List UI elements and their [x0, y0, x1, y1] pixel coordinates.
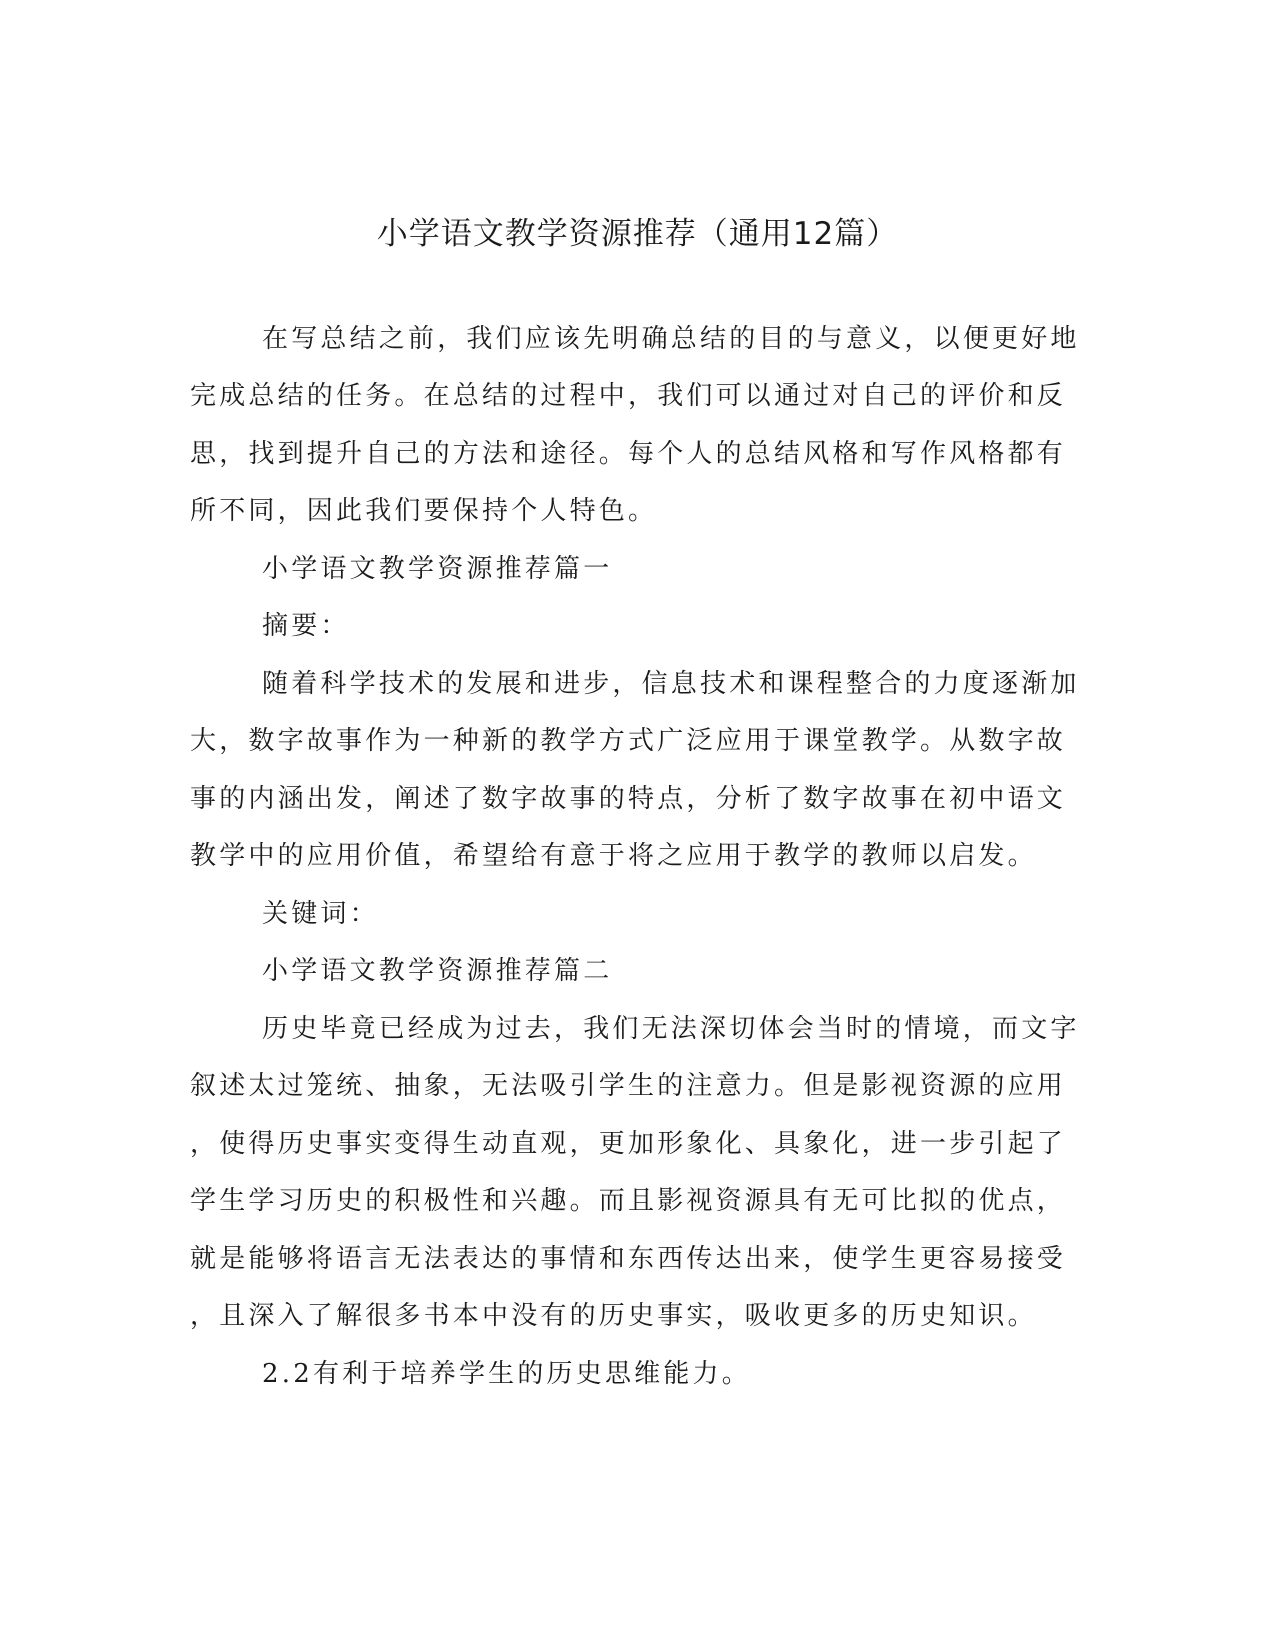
keywords-label: 关键词： [262, 899, 379, 929]
text-line-history-4: 学生学习历史的积极性和兴趣。而且影视资源具有无可比拟的优点， [190, 1186, 1067, 1216]
abstract-label: 摘要： [262, 611, 350, 641]
section-heading-1: 小学语文教学资源推荐篇一 [262, 554, 613, 584]
text-line-abstract-1: 随着科学技术的发展和进步，信息技术和课程整合的力度逐渐加 [262, 669, 1080, 699]
text-line-history-1: 历史毕竟已经成为过去，我们无法深切体会当时的情境，而文字 [262, 1014, 1080, 1044]
text-line-intro-4: 所不同，因此我们要保持个人特色。 [190, 496, 658, 526]
text-line-intro-3: 思，找到提升自己的方法和途径。每个人的总结风格和写作风格都有 [190, 439, 1067, 469]
text-line-abstract-2: 大，数字故事作为一种新的教学方式广泛应用于课堂教学。从数字故 [190, 726, 1067, 756]
text-line-history-3: ，使得历史事实变得生动直观，更加形象化、具象化，进一步引起了 [190, 1129, 1067, 1159]
text-line-abstract-3: 事的内涵出发，阐述了数字故事的特点，分析了数字故事在初中语文 [190, 784, 1067, 814]
document-title: 小学语文教学资源推荐（通用12篇） [376, 216, 899, 252]
text-line-history-5: 就是能够将语言无法表达的事情和东西传达出来，使学生更容易接受 [190, 1244, 1067, 1274]
text-line-history-2: 叙述太过笼统、抽象，无法吸引学生的注意力。但是影视资源的应用 [190, 1071, 1067, 1101]
text-line-intro-2: 完成总结的任务。在总结的过程中，我们可以通过对自己的评价和反 [190, 381, 1067, 411]
subsection-heading-2-2: 2.2有利于培养学生的历史思维能力。 [262, 1359, 751, 1389]
text-line-history-6: ，且深入了解很多书本中没有的历史事实，吸收更多的历史知识。 [190, 1301, 1037, 1331]
section-heading-2: 小学语文教学资源推荐篇二 [262, 956, 613, 986]
text-line-abstract-4: 教学中的应用价值，希望给有意于将之应用于教学的教师以启发。 [190, 841, 1037, 871]
text-line-intro-1: 在写总结之前，我们应该先明确总结的目的与意义，以便更好地 [262, 324, 1080, 354]
